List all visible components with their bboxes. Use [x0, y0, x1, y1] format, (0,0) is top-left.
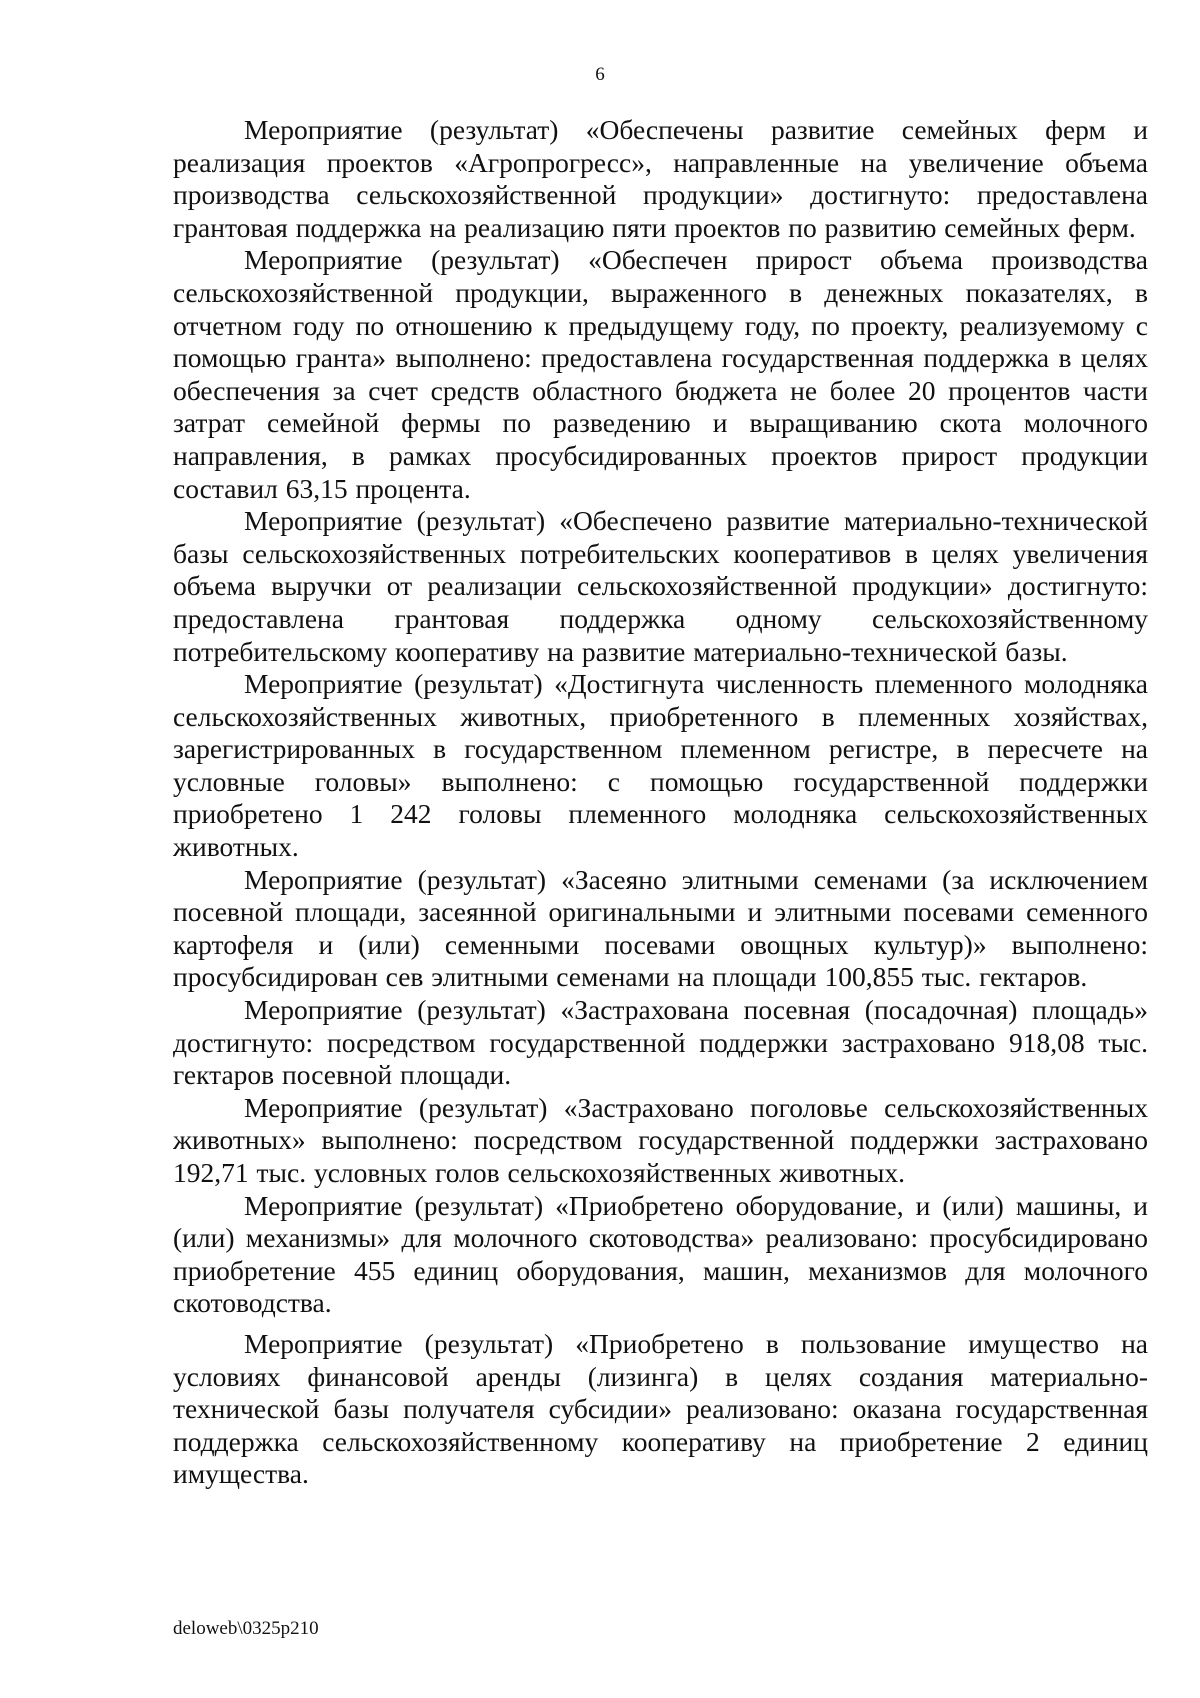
paragraph-elite-seeds: Мероприятие (результат) «Засеяно элитными семенами (за исключением посевной площади, засеянной оригинальными и элитными посевами семенного картофеля и (или) семенными посевами овощных культур)» выполнено: просубсидирован сев элитными семенами на площади 100,855 тыс. гектаров.: [173, 863, 1148, 993]
paragraph-production-growth: Мероприятие (результат) «Обеспечен прирост объема производства сельскохозяйственной продукции, выраженного в денежных показателях, в отчетном году по отношению к предыдущему году, по проекту, реализуемому с помощью гранта» выполнено: предоставлена государственная поддержка в целях обеспечения за счет средств областного бюджета не более 20 процентов части затрат семейной фермы по разведению и выращиванию скота молочного направления, в рамках просубсидированных проектов прирост продукции составил 63,15 процента.: [173, 244, 1148, 504]
paragraph-insured-livestock: Мероприятие (результат) «Застраховано поголовье сельскохозяйственных животных» выполнено: посредством государственной поддержки застраховано 192,71 тыс. условных голов сельскохозяйственных животных.: [173, 1091, 1148, 1188]
document-body: [173, 114, 1148, 1491]
paragraph-insured-area: Мероприятие (результат) «Застрахована посевная (посадочная) площадь» достигнуто: посредством государственной поддержки застраховано 918,08 тыс. гектаров посевной площади.: [173, 994, 1148, 1091]
paragraph-cooperatives-base: Мероприятие (результат) «Обеспечено развитие материально-технической базы сельскохозяйственных потребительских кооперативов в целях увеличения объема выручки от реализации сельскохозяйственной продукции» достигнуто: предоставлена грантовая поддержка одному сельскохозяйственному потребительскому кооперативу на развитие материально-технической базы.: [173, 505, 1148, 667]
paragraph-dairy-equipment: Мероприятие (результат) «Приобретено оборудование, и (или) машины, и (или) механизмы» для молочного скотоводства» реализовано: просубсидировано приобретение 455 единиц оборудования, машин, механизмов для молочного скотоводства.: [173, 1189, 1148, 1319]
paragraph-family-farms: Мероприятие (результат) «Обеспечены развитие семейных ферм и реализация проектов «Агропрогресс», направленные на увеличение объема производства сельскохозяйственной продукции» достигнуто: предоставлена грантовая поддержка на реализацию пяти проектов по развитию семейных ферм.: [173, 114, 1148, 243]
page-number: 6: [595, 64, 605, 85]
paragraph-leasing-property: Мероприятие (результат) «Приобретено в пользование имущество на условиях финансовой аренды (лизинга) в целях создания материально-технической базы получателя субсидии» реализовано: оказана государственная поддержка сельскохозяйственному кооперативу на приобретение 2 единиц имущества.: [173, 1327, 1148, 1490]
paragraph-breeding-livestock: Мероприятие (результат) «Достигнута численность племенного молодняка сельскохозяйственных животных, приобретенного в племенных хозяйствах, зарегистрированных в государственном племенном регистре, в пересчете на условные головы» выполнено: с помощью государственной поддержки приобретено 1 242 головы племенного молодняка сельскохозяйственных животных.: [173, 668, 1148, 863]
footer-document-id: deloweb\0325p210: [173, 1618, 319, 1639]
